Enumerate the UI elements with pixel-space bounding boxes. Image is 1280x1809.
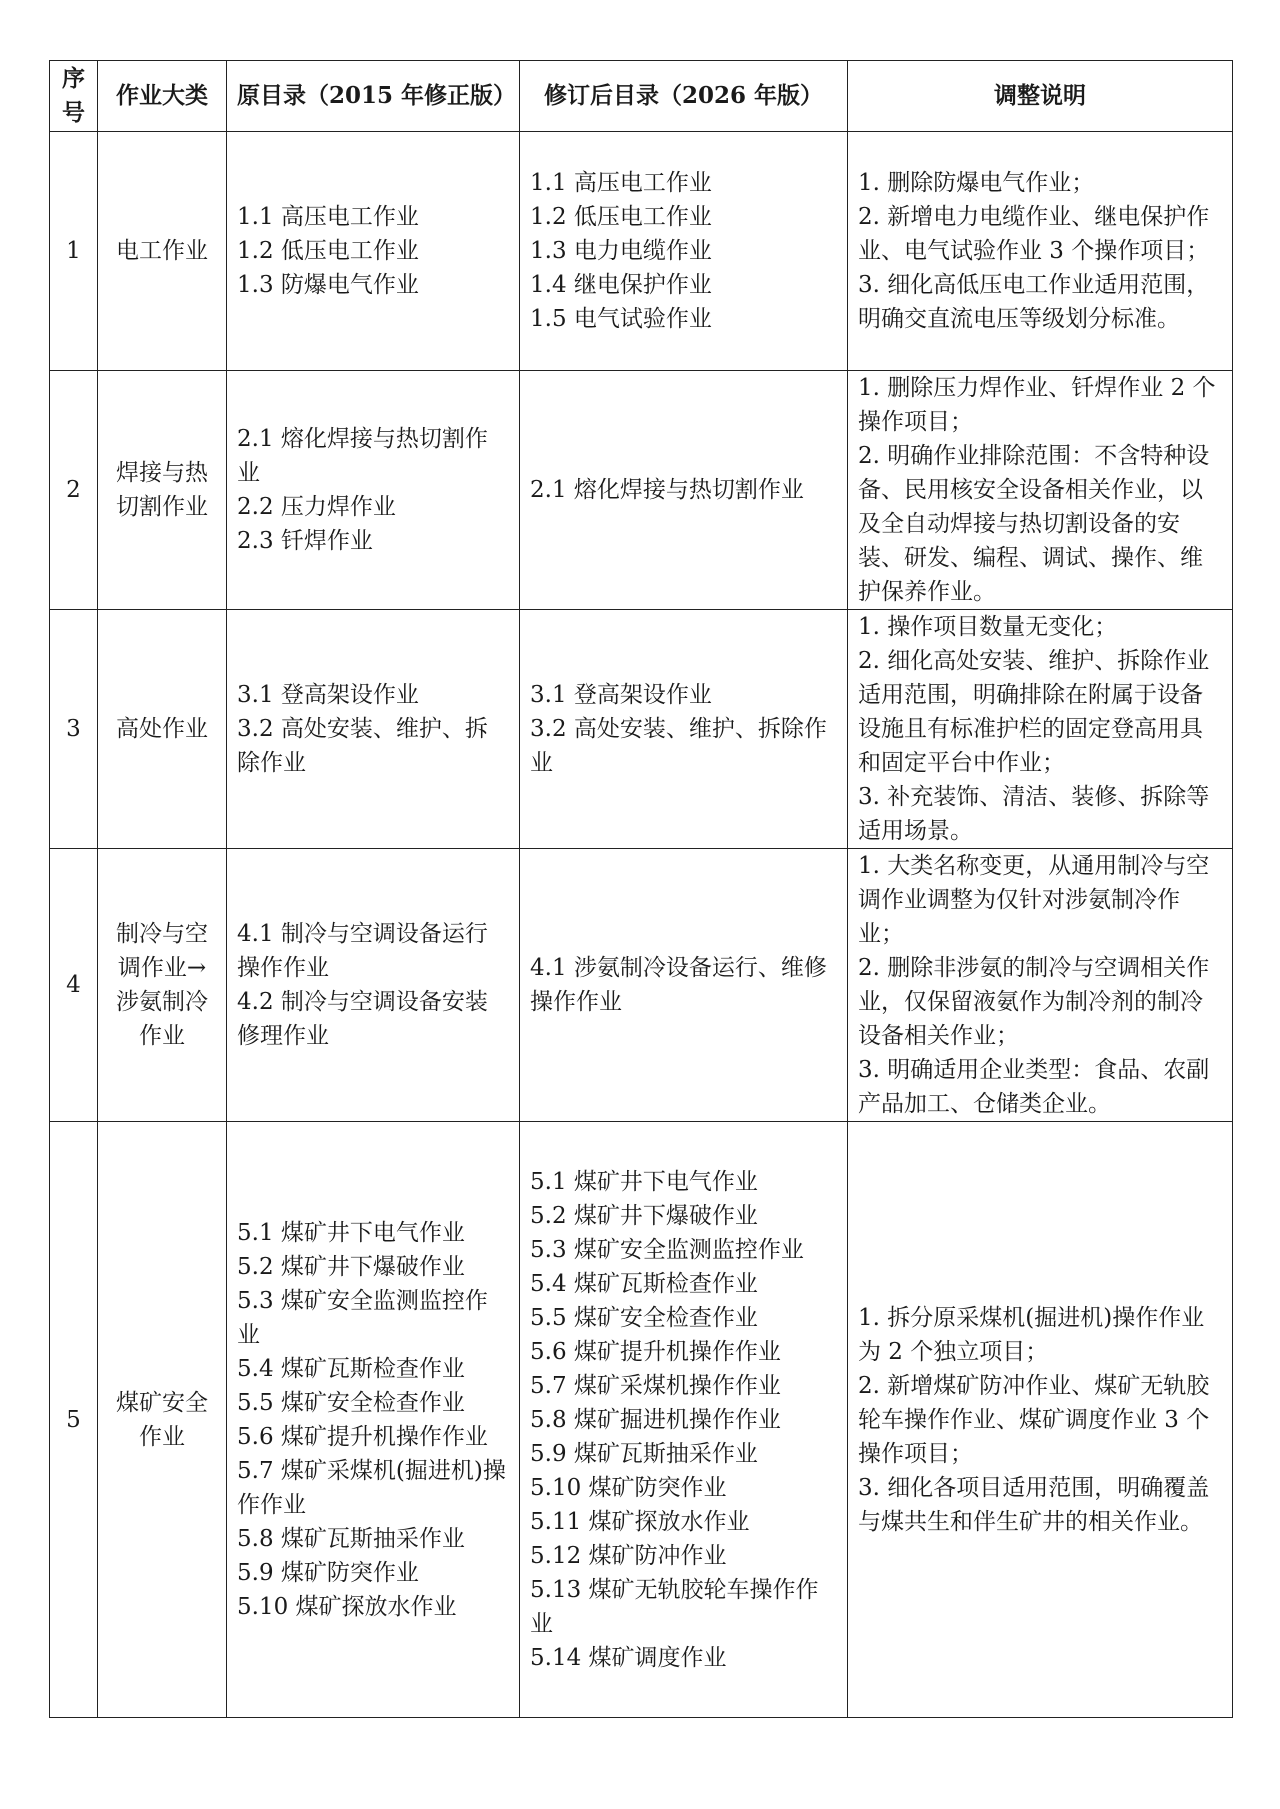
row-index: 4	[50, 849, 98, 1122]
list-item: 5.11 煤矿探放水作业	[530, 1508, 750, 1535]
header-original: 原目录（2015 年修正版）	[227, 61, 520, 132]
table-row	[50, 371, 1233, 610]
list-item: 5.10 煤矿探放水作业	[237, 1593, 457, 1620]
list-item: 5.6 煤矿提升机操作作业	[530, 1338, 781, 1365]
note-item: 2. 细化高处安装、维护、拆除作业适用范围，明确排除在附属于设备设施且有标准护栏的固定登高用具和固定平台中作业；	[858, 648, 1210, 776]
list-item: 2.1 熔化焊接与热切割作业	[530, 477, 804, 503]
note-item: 3. 补充装饰、清洁、装修、拆除等适用场景。	[858, 784, 1210, 844]
row-category: 焊接与热切割作业	[98, 371, 227, 610]
table-row	[50, 610, 1233, 849]
row-notes	[848, 371, 1233, 610]
row-original-items	[227, 371, 520, 610]
note-item: 2. 删除非涉氨的制冷与空调相关作业，仅保留液氨作为制冷剂的制冷设备相关作业；	[858, 955, 1210, 1049]
row-category: 制冷与空调作业→涉氨制冷作业	[98, 849, 227, 1122]
list-item: 5.1 煤矿井下电气作业	[530, 1168, 758, 1195]
list-item: 5.13 煤矿无轨胶轮车操作作业	[530, 1576, 819, 1637]
list-item: 2.3 钎焊作业	[237, 528, 373, 554]
note-item: 1. 大类名称变更，从通用制冷与空调作业调整为仅针对涉氨制冷作业；	[858, 853, 1210, 947]
list-item: 5.3 煤矿安全监测监控作业	[530, 1236, 804, 1263]
list-item: 5.2 煤矿井下爆破作业	[530, 1202, 758, 1229]
list-item: 1.2 低压电工作业	[237, 238, 419, 264]
list-item: 5.8 煤矿掘进机操作作业	[530, 1406, 781, 1433]
row-revised-items	[520, 132, 848, 371]
table-row	[50, 132, 1233, 371]
list-item: 3.1 登高架设作业	[530, 682, 712, 708]
note-item: 3. 细化各项目适用范围，明确覆盖与煤共生和伴生矿井的相关作业。	[858, 1474, 1210, 1535]
note-item: 3. 明确适用企业类型：食品、农副产品加工、仓储类企业。	[858, 1057, 1210, 1117]
row-original-items	[227, 132, 520, 371]
list-item: 3.2 高处安装、维护、拆除作业	[237, 716, 488, 776]
list-item: 5.5 煤矿安全检查作业	[237, 1389, 465, 1416]
list-item: 5.3 煤矿安全监测监控作业	[237, 1287, 488, 1348]
note-item: 2. 新增煤矿防冲作业、煤矿无轨胶轮车操作作业、煤矿调度作业 3 个操作项目；	[858, 1372, 1210, 1467]
list-item: 1.3 防爆电气作业	[237, 272, 419, 298]
list-item: 1.1 高压电工作业	[530, 170, 712, 196]
row-revised-items	[520, 371, 848, 610]
table-row	[50, 1122, 1233, 1718]
list-item: 1.1 高压电工作业	[237, 204, 419, 230]
list-item: 1.5 电气试验作业	[530, 306, 712, 332]
list-item: 5.10 煤矿防突作业	[530, 1474, 727, 1501]
note-item: 1. 拆分原采煤机(掘进机)操作作业为 2 个独立项目；	[858, 1304, 1205, 1365]
row-category: 煤矿安全作业	[98, 1122, 227, 1718]
row-notes	[848, 849, 1233, 1122]
list-item: 1.2 低压电工作业	[530, 204, 712, 230]
list-item: 5.12 煤矿防冲作业	[530, 1542, 727, 1569]
row-index: 2	[50, 371, 98, 610]
row-revised-items	[520, 1122, 848, 1718]
list-item: 5.7 煤矿采煤机操作作业	[530, 1372, 781, 1399]
note-item: 2. 明确作业排除范围：不含特种设备、民用核安全设备相关作业，以及全自动焊接与热切割设备的安装、研发、编程、调试、操作、维护保养作业。	[858, 443, 1210, 605]
list-item: 5.4 煤矿瓦斯检查作业	[237, 1355, 465, 1382]
header-revised: 修订后目录（2026 年版）	[520, 61, 848, 132]
list-item: 5.2 煤矿井下爆破作业	[237, 1253, 465, 1280]
list-item: 4.1 涉氨制冷设备运行、维修操作作业	[530, 955, 827, 1015]
note-item: 1. 删除防爆电气作业；	[858, 170, 1095, 196]
header-notes: 调整说明	[848, 61, 1233, 132]
list-item: 5.1 煤矿井下电气作业	[237, 1219, 465, 1246]
note-item: 1. 操作项目数量无变化；	[858, 614, 1118, 640]
list-item: 2.2 压力焊作业	[237, 494, 396, 520]
row-notes	[848, 132, 1233, 371]
row-index: 1	[50, 132, 98, 371]
list-item: 2.1 熔化焊接与热切割作业	[237, 426, 488, 486]
list-item: 5.7 煤矿采煤机(掘进机)操作作业	[237, 1457, 506, 1518]
row-original-items	[227, 610, 520, 849]
row-category: 电工作业	[98, 132, 227, 371]
table-row	[50, 849, 1233, 1122]
catalog-table	[49, 60, 1233, 1718]
list-item: 3.1 登高架设作业	[237, 682, 419, 708]
row-index: 3	[50, 610, 98, 849]
list-item: 5.9 煤矿瓦斯抽采作业	[530, 1440, 758, 1467]
list-item: 5.8 煤矿瓦斯抽采作业	[237, 1525, 465, 1552]
row-revised-items	[520, 610, 848, 849]
list-item: 3.2 高处安装、维护、拆除作业	[530, 716, 827, 776]
list-item: 5.5 煤矿安全检查作业	[530, 1304, 758, 1331]
header-row	[50, 61, 1233, 132]
list-item: 1.3 电力电缆作业	[530, 238, 712, 264]
list-item: 5.9 煤矿防突作业	[237, 1559, 419, 1586]
list-item: 1.4 继电保护作业	[530, 272, 712, 298]
list-item: 5.4 煤矿瓦斯检查作业	[530, 1270, 758, 1297]
row-revised-items	[520, 849, 848, 1122]
note-item: 3. 细化高低压电工作业适用范围，明确交直流电压等级划分标准。	[858, 272, 1210, 332]
row-notes	[848, 1122, 1233, 1718]
row-original-items	[227, 849, 520, 1122]
list-item: 5.14 煤矿调度作业	[530, 1644, 727, 1671]
header-idx: 序号	[50, 61, 98, 132]
row-category: 高处作业	[98, 610, 227, 849]
note-item: 1. 删除压力焊作业、钎焊作业 2 个操作项目；	[858, 375, 1216, 435]
row-original-items	[227, 1122, 520, 1718]
list-item: 5.6 煤矿提升机操作作业	[237, 1423, 488, 1450]
row-index: 5	[50, 1122, 98, 1718]
list-item: 4.2 制冷与空调设备安装修理作业	[237, 989, 488, 1049]
row-notes	[848, 610, 1233, 849]
list-item: 4.1 制冷与空调设备运行操作作业	[237, 921, 488, 981]
header-category: 作业大类	[98, 61, 227, 132]
note-item: 2. 新增电力电缆作业、继电保护作业、电气试验作业 3 个操作项目；	[858, 204, 1210, 264]
